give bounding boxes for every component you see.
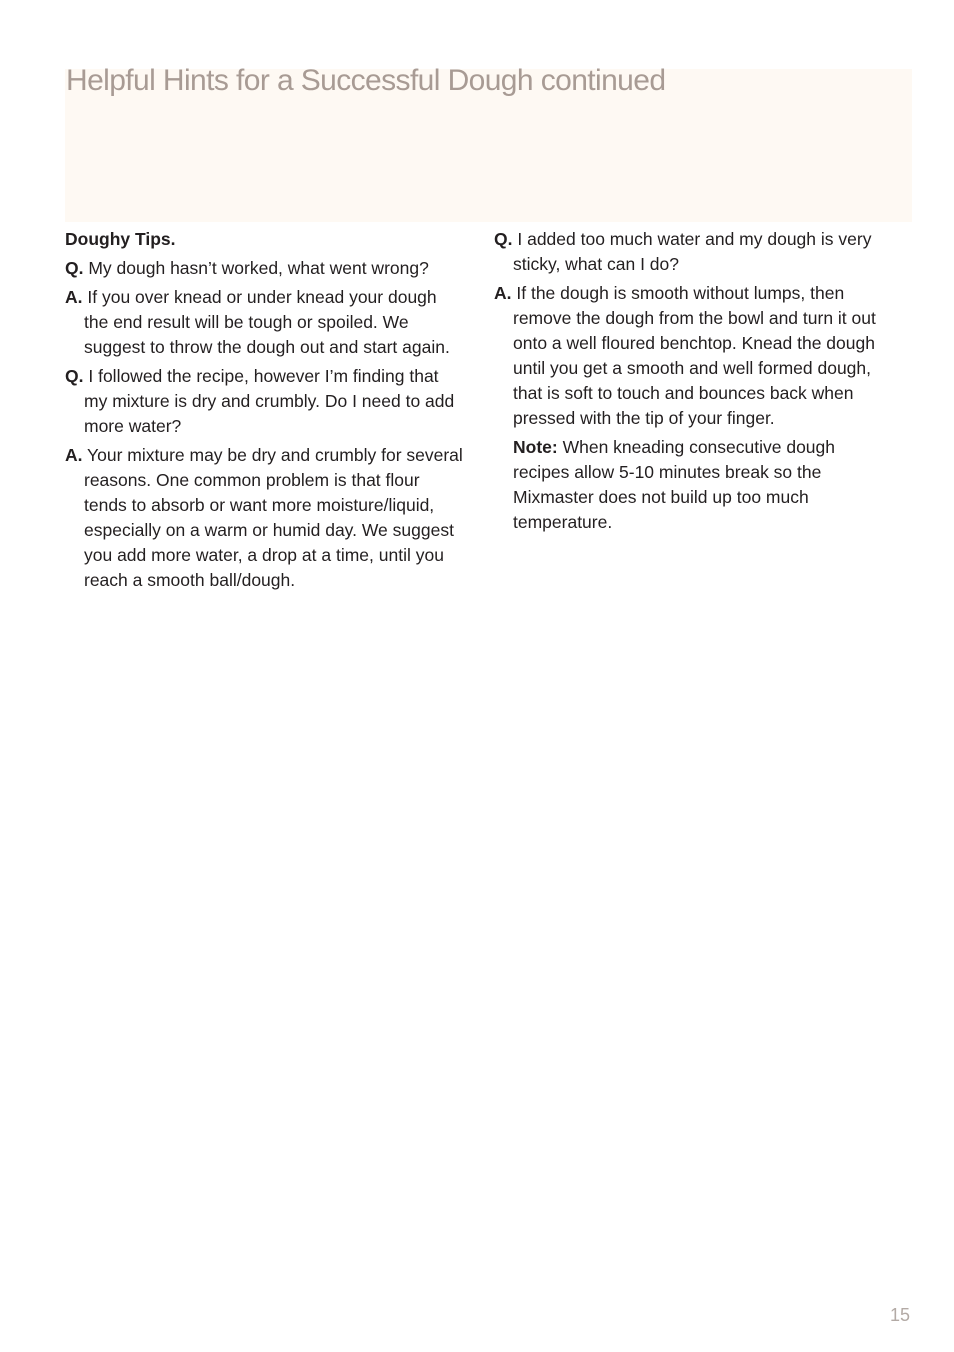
page-number: 15 xyxy=(889,1305,910,1325)
qa-marker: A. xyxy=(65,287,83,307)
qa-item xyxy=(494,227,884,277)
qa-text: My dough hasn’t worked, what went wrong? xyxy=(88,258,429,278)
left-column xyxy=(65,227,465,597)
qa-marker: A. xyxy=(65,445,83,465)
note-label: Note: xyxy=(513,437,558,457)
qa-marker: Q. xyxy=(494,229,513,249)
page-title: Helpful Hints for a Successful Dough continued xyxy=(66,64,666,97)
qa-marker: Q. xyxy=(65,366,84,386)
qa-item xyxy=(65,364,465,439)
qa-text: I followed the recipe, however I’m finding that my mixture is dry and crumbly. Do I need to add more water? xyxy=(84,366,455,436)
section-heading: Doughy Tips. xyxy=(65,229,176,249)
qa-marker: Q. xyxy=(65,258,84,278)
qa-text: If you over knead or under knead your dough the end result will be tough or spoiled. We suggest to throw the dough out and start again. xyxy=(84,287,450,357)
qa-item xyxy=(65,443,465,593)
qa-marker: A. xyxy=(494,283,512,303)
note-text: When kneading consecutive dough recipes allow 5-10 minutes break so the Mixmaster does not build up too much temperature. xyxy=(513,437,836,532)
qa-text: If the dough is smooth without lumps, then remove the dough from the bowl and turn it out onto a well floured benchtop. Knead the dough until you get a smooth and well formed dough, that is soft to touch and bounces back when pressed with the tip of your finger. xyxy=(513,283,876,428)
note xyxy=(494,435,884,535)
qa-item xyxy=(494,281,884,431)
qa-item xyxy=(65,285,465,360)
right-column xyxy=(494,227,884,535)
qa-text: Your mixture may be dry and crumbly for several reasons. One common problem is that flour tends to absorb or want more moisture/liquid, especially on a warm or humid day. We suggest you add more water, a drop at a time, until you reach a smooth ball/dough. xyxy=(84,445,463,590)
qa-item xyxy=(65,256,465,281)
qa-text: I added too much water and my dough is very sticky, what can I do? xyxy=(513,229,872,274)
